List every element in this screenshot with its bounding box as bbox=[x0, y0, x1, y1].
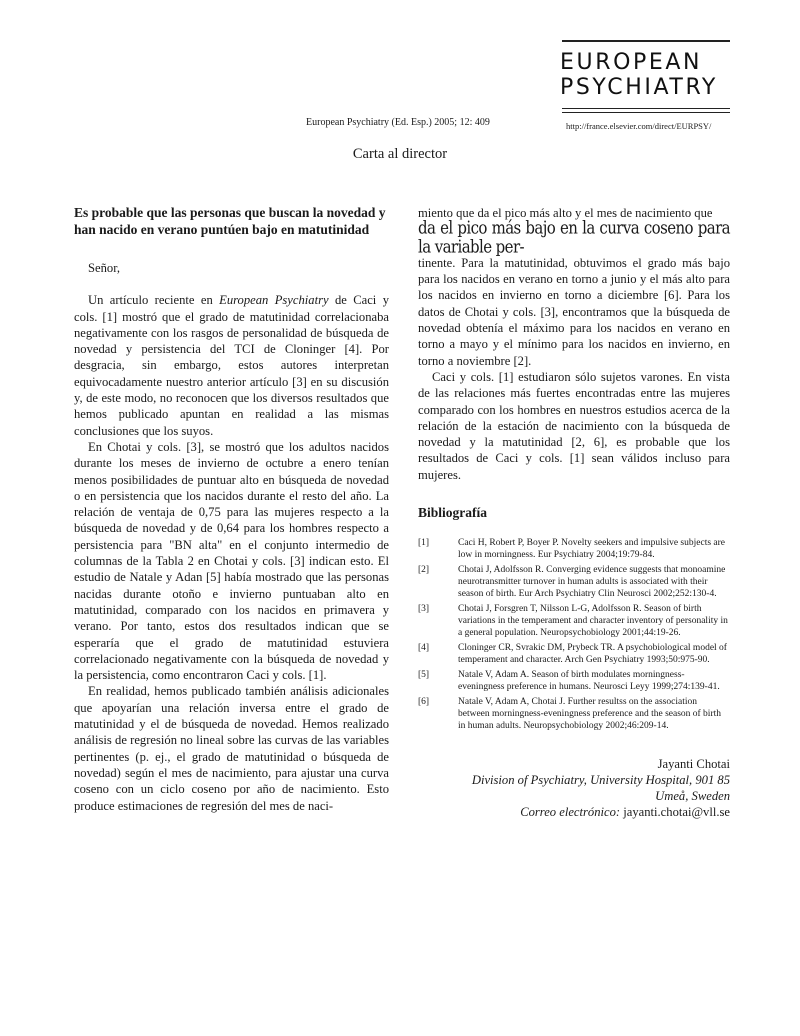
reference-number: [4] bbox=[418, 643, 430, 654]
journal-logo bbox=[560, 50, 735, 100]
logo-rule bbox=[562, 112, 730, 113]
author-affiliation: Division of Psychiatry, University Hospital, 901 85 bbox=[471, 773, 730, 788]
right-column bbox=[418, 205, 730, 820]
author-name: Jayanti Chotai bbox=[657, 757, 730, 772]
article-title: Es probable que las personas que buscan la novedad y han nacido en verano puntúen bajo en matutinidad bbox=[74, 205, 386, 237]
reference-text: Cloninger CR, Svrakic DM, Prybeck TR. A psychobiological model of temperament and character. Arch Gen Psychiatry 1993;50:975-90. bbox=[458, 643, 727, 666]
signature-block bbox=[418, 756, 730, 820]
logo-rule bbox=[562, 40, 730, 42]
garbled-line: da el pico más bajo en la curva coseno para la variable per- bbox=[418, 216, 730, 258]
paragraph-4-start: miento que da el pico más alto y el mes de nacimiento que bbox=[418, 206, 713, 220]
reference-number: [2] bbox=[418, 565, 430, 576]
reference-text: Natale V, Adam A. Season of birth modulates morningness-eveningness preference in humans. Neurosci Leyy 1999;274:139-41. bbox=[458, 670, 720, 693]
logo-line-2: PSYCHIATRY bbox=[560, 75, 718, 100]
reference-number: [3] bbox=[418, 604, 430, 615]
paragraph-4 bbox=[418, 205, 730, 369]
paragraph-4-rest: tinente. Para la matutinidad, obtuvimos el grado más bajo para los nacidos en verano en torno a junio y el más alto para los nacidos en invierno en torno a diciembre [6]. Para los datos de Chotai y cols. [3], encontramos que la búsqueda de novedad obtenía el máximo para los nacidos en verano en torno a mayo y el mínimo para los nacidos en invierno, en torno a noviembre [2]. bbox=[418, 255, 730, 368]
reference-item bbox=[418, 603, 730, 639]
author-email[interactable]: jayanti.chotai@vll.se bbox=[623, 805, 730, 820]
logo-rule bbox=[562, 108, 730, 109]
left-column bbox=[74, 205, 389, 814]
reference-number: [1] bbox=[418, 538, 430, 549]
salutation: Señor, bbox=[88, 261, 121, 275]
bibliography-title: Bibliografía bbox=[418, 505, 488, 521]
reference-number: [6] bbox=[418, 697, 430, 708]
reference-number: [5] bbox=[418, 670, 430, 681]
paragraph-5: Caci y cols. [1] estudiaron sólo sujetos varones. En vista de las relaciones más fuertes encontradas entre las mujeres comparado con los hombres en nuestros estudios acerca de la relación de la estación de nacimiento con la búsqueda de novedad y la matutinidad [2, 6], es probable que los resultados de Caci y cols. [1] sean válidos incluso para mujeres. bbox=[418, 369, 730, 482]
journal-url[interactable]: http://france.elsevier.com/direct/EURPSY/ bbox=[566, 121, 712, 131]
reference-item bbox=[418, 564, 730, 600]
reference-item bbox=[418, 642, 730, 666]
section-label: Carta al director bbox=[352, 146, 448, 162]
paragraph-1-lead: Un artículo reciente en bbox=[88, 293, 220, 308]
reference-item bbox=[418, 696, 730, 732]
reference-item bbox=[418, 669, 730, 693]
author-email-line bbox=[418, 804, 730, 820]
reference-item bbox=[418, 537, 730, 561]
author-city: Umeå, Sweden bbox=[655, 789, 730, 804]
reference-text: Chotai J, Adolfsson R. Converging evidence suggests that monoamine neurotransmitter turnover in human adults is associated with their season of birth. Eur Arch Psychiatry Clin Neurosci 2002;252:130-4. bbox=[458, 565, 726, 600]
paragraph-1-body: de Caci y cols. [1] mostró que el grado de matutinidad correlacionaba negativamente con los rasgos de personalidad de búsqueda de novedad y persistencia del TCI de Cloninger [4]. Por desgracia, sin embargo, estos autores interpretan equivocadamente nuestro anterior artículo [3] en su discusión y, de este modo, no reconocen que los diversos resultados que hemos publicado apuntan en realidad a las mismas conclusiones que los suyos. bbox=[74, 293, 389, 438]
paragraph-1 bbox=[74, 292, 389, 439]
reference-text: Natale V, Adam A, Chotai J. Further resultss on the association between morningness-eveningness preference and the season of birth in human adults. Neuropsychobiology 2002;46:209-14. bbox=[458, 697, 722, 732]
journal-citation: European Psychiatry (Ed. Esp.) 2005; 12: 409 bbox=[306, 117, 490, 128]
reference-text: Chotai J, Forsgren T, Nilsson L-G, Adolfsson R. Season of birth variations in the temperament and character inventory of personality in a general population. Neuropsychobiology 2001;44:19-26. bbox=[458, 604, 728, 639]
journal-name-italic: European Psychiatry bbox=[219, 293, 329, 308]
logo-line-1: EUROPEAN bbox=[560, 50, 703, 75]
reference-list bbox=[418, 537, 730, 732]
paragraph-3: En realidad, hemos publicado también análisis adicionales que apoyarían una relación inversa entre el grado de matutinidad y el de búsqueda de novedad. Hemos realizado análisis de regresión no lineal sobre las curvas de las variables pertinentes (p. ej., el grado de matutinidad o búsqueda de novedad) según el mes de nacimiento, para ajustar una curva coseno con un ciclo coseno por año de nacimiento. Esto produce estimaciones de regresión del mes de naci- bbox=[74, 684, 389, 813]
reference-text: Caci H, Robert P, Boyer P. Novelty seekers and impulsive subjects are low in morningness. Eur Psychiatry 2004;19:79-84. bbox=[458, 538, 726, 561]
email-label: Correo electrónico: bbox=[520, 805, 621, 820]
paragraph-2: En Chotai y cols. [3], se mostró que los adultos nacidos durante los meses de invierno de octubre a enero tenían menos posibilidades de puntuar alto en búsqueda de novedad o en persistencia que los nacidos durante el resto del año. La relación de ventaja de 0,75 para las mujeres respecto a la búsqueda de novedad y de 0,64 para los hombres respecto a persistencia para "BN alta" en el conjunto intermedio de columnas de la Tabla 2 en Chotai y cols. [3] indican esto. El estudio de Natale y Adan [5] había mostrado que las personas nacidas durante otoño e invierno puntuaban alto en matutinidad, comparado con los nacidos en primavera y verano. Por tanto, estos dos resultados indican que se esperaría que el grado de matutinidad estuviera correlacionado negativamente con la búsqueda de novedad y la persistencia, como encontraron Caci y cols. [1]. bbox=[74, 439, 389, 683]
